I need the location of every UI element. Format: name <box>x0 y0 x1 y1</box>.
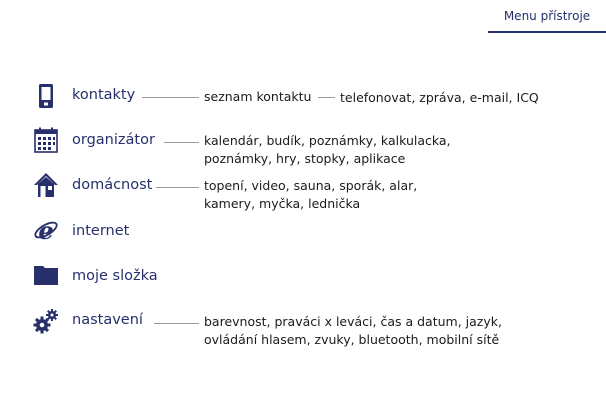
header-title: Menu přístroje <box>503 9 591 23</box>
description-line: topení, video, sauna, sporák, alar, <box>204 178 418 193</box>
internet-icon <box>33 217 59 243</box>
menu-item-kontakty[interactable] <box>0 82 606 112</box>
description-line: poznámky, hry, stopky, aplikace <box>204 151 406 166</box>
menu-label: nastavení <box>72 312 143 328</box>
description-line: barevnost, praváci x leváci, čas a datum, jazyk, <box>204 314 502 329</box>
connector-line <box>142 97 199 98</box>
menu-description <box>204 132 451 168</box>
menu-label: moje složka <box>72 268 158 284</box>
menu-description <box>204 313 502 349</box>
gears-icon <box>33 308 59 334</box>
menu-item-domacnost[interactable] <box>0 172 606 214</box>
house-icon <box>33 172 59 198</box>
connector-line <box>318 97 335 98</box>
description-line: seznam kontaktu <box>204 89 312 104</box>
menu-label: internet <box>72 223 130 239</box>
menu-label: domácnost <box>72 177 153 193</box>
menu-item-nastaveni[interactable] <box>0 308 606 350</box>
menu-description <box>204 177 417 213</box>
phone-icon <box>33 83 59 109</box>
description-line: kamery, myčka, lednička <box>204 196 361 211</box>
menu-item-moje-slozka[interactable] <box>0 262 606 292</box>
menu-label: kontakty <box>72 87 136 103</box>
menu-item-internet[interactable] <box>0 217 606 247</box>
connector-line <box>154 323 199 324</box>
menu-label: organizátor <box>72 132 155 148</box>
description-line: kalendár, budík, poznámky, kalkulacka, <box>204 133 451 148</box>
description-line: ovládání hlasem, zvuky, bluetooth, mobilní sítě <box>204 332 500 347</box>
header-rule <box>488 31 606 33</box>
connector-line <box>156 187 199 188</box>
menu-description <box>204 88 311 106</box>
folder-icon <box>33 262 59 288</box>
menu-item-organizator[interactable] <box>0 127 606 169</box>
sub-description: telefonovat, zpráva, e-mail, ICQ <box>340 90 539 105</box>
connector-line <box>164 142 199 143</box>
calendar-icon <box>33 127 59 153</box>
svg-text:e: e <box>38 217 54 243</box>
